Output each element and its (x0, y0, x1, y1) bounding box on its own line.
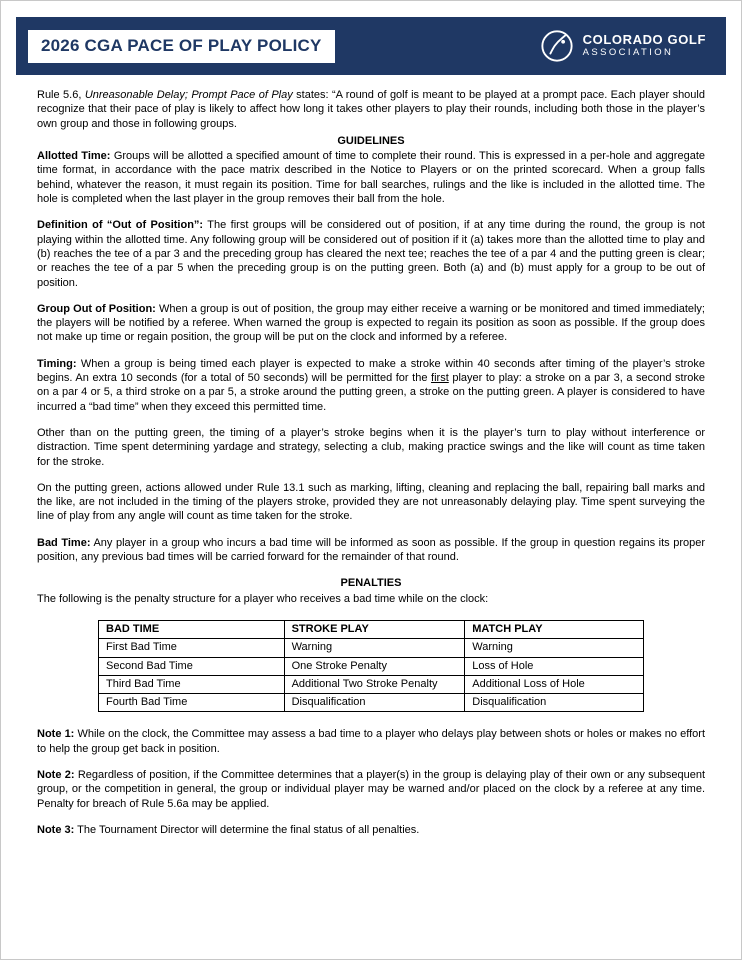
note-2 (37, 768, 705, 811)
paragraph-label: Timing: (37, 357, 77, 370)
title-box (28, 30, 335, 63)
paragraph-label: Definition of “Out of Position”: (37, 219, 204, 232)
note-text: While on the clock, the Committee may assess a bad time to a player who delays play between shots or holes or makes no effort to help the group get back in position. (37, 728, 705, 755)
table-header-cell: STROKE PLAY (284, 620, 465, 638)
note-label: Note 3: (37, 823, 75, 836)
table-cell: First Bad Time (99, 639, 285, 657)
paragraph-label: Group Out of Position: (37, 302, 156, 315)
table-cell: Additional Loss of Hole (465, 675, 644, 693)
intro-paragraph (37, 88, 705, 131)
note-1 (37, 727, 705, 756)
table-cell: Third Bad Time (99, 675, 285, 693)
logo-line1: COLORADO GOLF (582, 32, 706, 48)
table-row (99, 675, 644, 693)
penalties-intro: The following is the penalty structure for a player who receives a bad time while on the clock: (37, 592, 489, 605)
paragraph-label: Allotted Time: (37, 150, 111, 163)
table-cell: Second Bad Time (99, 657, 285, 675)
paragraph-bad-time (37, 536, 705, 565)
paragraph-group-out-of-position (37, 302, 705, 345)
table-header-cell: MATCH PLAY (465, 620, 644, 638)
table-cell: Additional Two Stroke Penalty (284, 675, 465, 693)
table-row (99, 657, 644, 675)
note-label: Note 2: (37, 768, 75, 781)
guidelines-heading: GUIDELINES (337, 134, 405, 147)
paragraph-text: When a group is being timed each player is expected to make a stroke within 40 seconds after timing of the player’s stroke begins. An extra 10 seconds (for a total of 50 seconds) will be permitted for the (37, 357, 705, 385)
table-cell: Loss of Hole (465, 657, 644, 675)
paragraph-text: Any player in a group who incurs a bad time will be informed as soon as possible. If the group in question regains its proper position, any previous bad times will be carried forward for the remainder of that round. (37, 536, 706, 564)
note-label: Note 1: (37, 728, 75, 741)
penalties-heading: PENALTIES (340, 577, 402, 590)
paragraph-text: The first groups will be considered out of position, if at any time during the round, the group is not playing within the allotted time. Any following group will be considered out of position if it (a) takes more than the allotted time to play and (b) reaches the tee of a par 3 and the preceding group has cleared the next tee; reaches the tee of a par 4 and the putting green is clear; or reaches the tee of a par 5 when the preceding group is on the putting green. Both (a) and (b) must apply for a group to be out of position. (37, 219, 705, 289)
paragraph-text: player to play: a stroke on a par 3, a second stroke on a par 4 or 5, a third stroke on a par 5, a stroke around the putting green, a stroke on the putting green. A player is considered to have incurred a “bad time” when they exceed this permitted time. (37, 372, 705, 413)
intro-rule-title: Unreasonable Delay; Prompt Pace of Play (84, 89, 293, 101)
penalties-table (98, 620, 644, 712)
table-cell: Disqualification (465, 694, 644, 712)
golfer-circle-icon (540, 29, 574, 63)
table-cell: Warning (284, 639, 465, 657)
document-body (37, 88, 705, 837)
table-cell: One Stroke Penalty (284, 657, 465, 675)
note-text: Regardless of position, if the Committee determines that a player(s) in the group is delaying play of their own or any subsequent group, or the competition in general, the group or individual player may be warned and/or placed on the clock by a referee at any time. Penalty for breach of Rule 5.6a may be applied. (37, 768, 706, 810)
paragraph-label: Bad Time: (37, 536, 91, 549)
logo-line2: ASSOCIATION (582, 47, 674, 58)
page-title: 2026 CGA PACE OF PLAY POLICY (41, 35, 322, 55)
logo-text (583, 33, 706, 59)
underlined-word: first (431, 372, 449, 385)
table-cell: Disqualification (284, 694, 465, 712)
table-row (99, 639, 644, 657)
cga-logo (540, 29, 706, 63)
intro-prefix: Rule 5.6, (37, 89, 85, 101)
paragraph-timing-on-green: On the putting green, actions allowed under Rule 13.1 such as marking, lifting, cleaning and replacing the ball, repairing ball marks and the like, are not included in the timing of the players stroke, provided they are not unreasonably delaying play. Time spent surveying the line of play from any angle will count as time taken for the stroke. (37, 481, 705, 523)
table-cell: Fourth Bad Time (99, 694, 285, 712)
paragraph-allotted-time (37, 149, 705, 206)
table-header-row (99, 620, 644, 638)
paragraph-text: When a group is out of position, the group may either receive a warning or be monitored and timed immediately; the players will be notified by a referee. When warned the group is expected to regain its position as soon as possible. If the group does not make up time or regain position, the group will be put on the clock and informed by a referee. (37, 302, 705, 344)
note-3 (37, 823, 705, 837)
paragraph-out-of-position-definition (37, 218, 705, 289)
paragraph-timing-off-green: Other than on the putting green, the timing of a player’s stroke begins when it is the player’s turn to play without interference or distraction. Time spent determining yardage and strategy, selecting a club, making practice swings and the like will count as time taken for the stroke. (37, 426, 705, 468)
table-cell: Warning (465, 639, 644, 657)
table-header-cell: BAD TIME (99, 620, 285, 638)
note-text: The Tournament Director will determine the final status of all penalties. (74, 823, 420, 836)
header-banner (16, 17, 726, 75)
paragraph-timing (37, 357, 705, 414)
intro-rest: states: “A round of golf is meant to be played at a prompt pace. Each player should recognize that their pace of play is likely to affect how long it takes other players to play their rounds, including both those in the player’s own group and those in following groups. (37, 89, 705, 130)
table-row (99, 694, 644, 712)
paragraph-text: Groups will be allotted a specified amount of time to complete their round. This is expressed in a per-hole and aggregate time format, in accordance with the pace matrix described in the Notice to Players or on the printed scorecard. When a group falls behind, whatever the reason, it must regain its position. Time for ball searches, rulings and the like is included in the allotted time. The hole is completed when the last player in the group removes their ball from the hole. (37, 150, 705, 206)
